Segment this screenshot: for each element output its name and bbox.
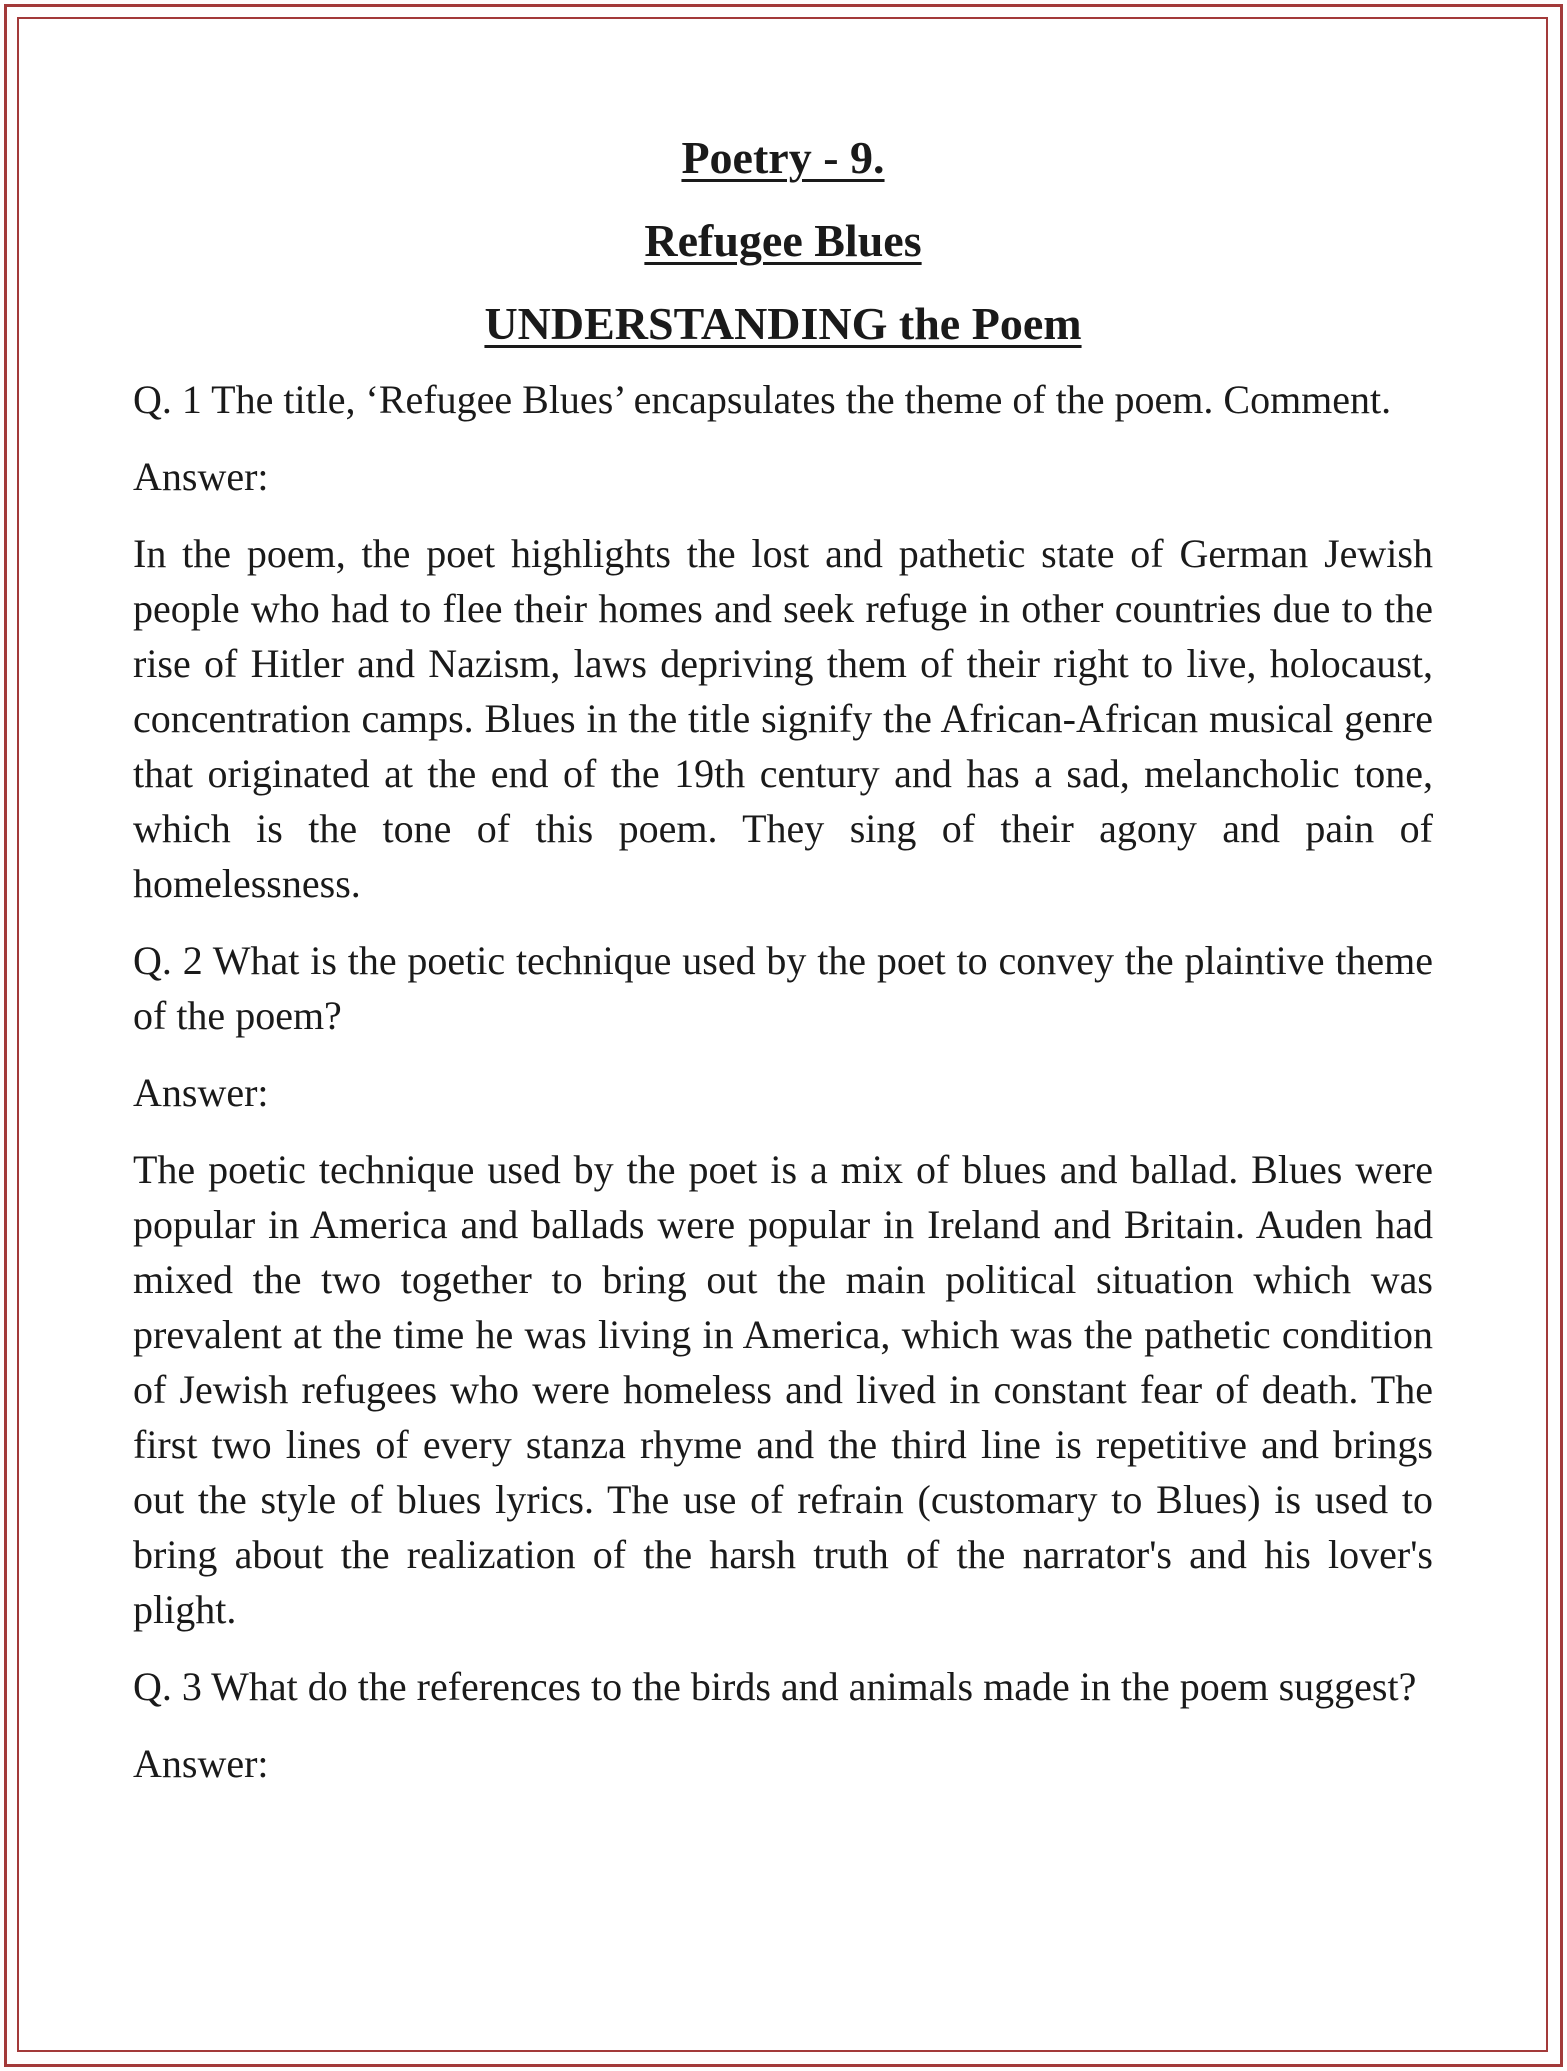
answer-2: The poetic technique used by the poet is a mix of blues and ballad. Blues were popular in America and ballads were popular in Ireland and Britain. Auden had mixed the two together to bring out the main political situation which was prevalent at the time he was living in America, which was the pathetic condition of Jewish refugees who were homeless and lived in constant fear of death. The first two lines of every stanza rhyme and the third line is repetitive and brings out the style of blues lyrics. The use of refrain (customary to Blues) is used to bring about the realization of the harsh truth of the narrator's and his lover's plight.: [133, 1147, 1433, 1632]
document-content: [133, 132, 1433, 1791]
section-heading: UNDERSTANDING the Poem: [484, 298, 1082, 349]
answer-label-3: Answer:: [133, 1741, 269, 1786]
question-2: Q. 2 What is the poetic technique used by the poet to convey the plaintive theme of the poem?: [133, 938, 1433, 1038]
answer-label-1: Answer:: [133, 454, 269, 499]
answer-label-2: Answer:: [133, 1070, 269, 1115]
question-1: Q. 1 The title, ‘Refugee Blues’ encapsulates the theme of the poem. Comment.: [133, 377, 1392, 422]
poem-title: Refugee Blues: [644, 215, 922, 266]
answer-1: In the poem, the poet highlights the lost and pathetic state of German Jewish people who had to flee their homes and seek refuge in other countries due to the rise of Hitler and Nazism, laws depriving them of their right to live, holocaust, concentration camps. Blues in the title signify the African-African musical genre that originated at the end of the 19th century and has a sad, melancholic tone, which is the tone of this poem. They sing of their agony and pain of homelessness.: [133, 531, 1433, 906]
question-3: Q. 3 What do the references to the birds and animals made in the poem suggest?: [133, 1664, 1417, 1709]
chapter-heading: Poetry - 9.: [681, 132, 885, 183]
